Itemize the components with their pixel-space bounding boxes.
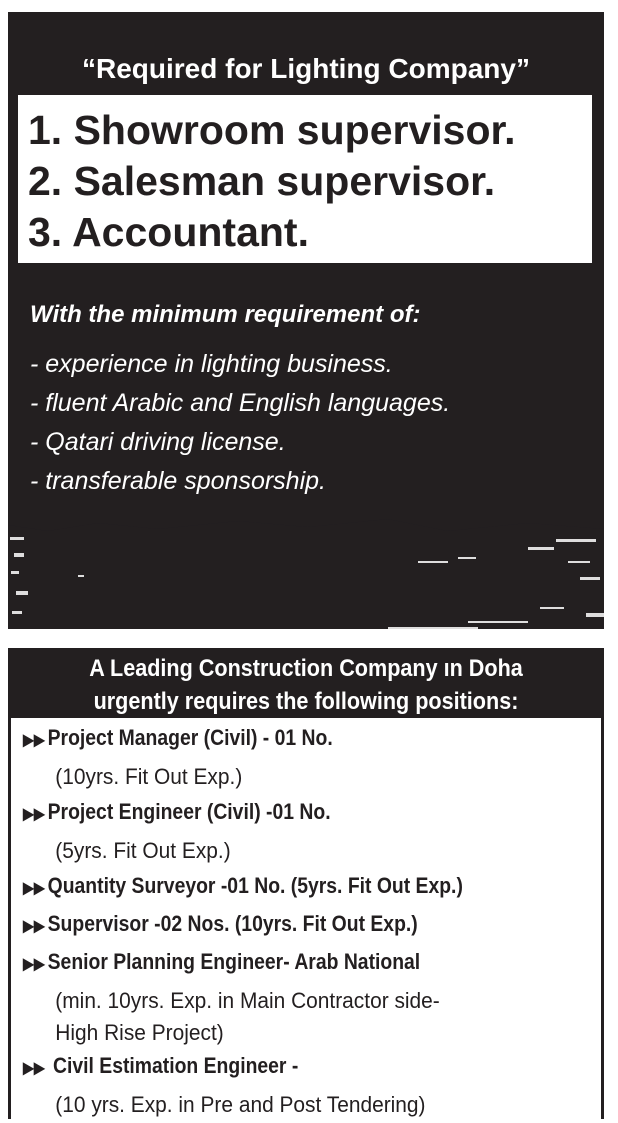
construction-ad-body xyxy=(8,718,604,1119)
job-title: Supervisor -02 Nos. (10yrs. Fit Out Exp.) xyxy=(47,911,418,936)
double-arrow-icon: ▶▶ xyxy=(23,956,45,973)
job-listing xyxy=(23,906,472,945)
job-title-row xyxy=(23,1048,396,1087)
job-title-row xyxy=(23,720,333,759)
requirements-heading: With the minimum requirement of: xyxy=(30,301,421,328)
job-detail: (10yrs. Fit Out Exp.) xyxy=(55,764,243,789)
job-listing xyxy=(23,868,523,907)
job-title: Senior Planning Engineer- Arab National xyxy=(47,949,421,974)
redacted-contact-area xyxy=(8,517,604,629)
lighting-company-ad xyxy=(8,12,604,629)
job-listing xyxy=(23,720,375,795)
job-title: Project Engineer (Civil) -01 No. xyxy=(47,799,331,824)
job-listing xyxy=(23,944,474,1051)
ad-headline: “Required for Lighting Company” xyxy=(82,53,530,84)
positions-list xyxy=(18,95,592,263)
double-arrow-icon: ▶▶ xyxy=(23,880,45,897)
double-arrow-icon: ▶▶ xyxy=(23,1060,45,1077)
job-title-row xyxy=(23,944,420,983)
requirement-item: - experience in lighting business. xyxy=(30,350,393,378)
construction-ad-header xyxy=(8,648,604,718)
position-item: 3. Accountant. xyxy=(28,209,309,255)
job-title: Project Manager (Civil) - 01 No. xyxy=(47,725,333,750)
job-detail: High Rise Project) xyxy=(55,1020,224,1045)
header-line: urgently requires the following positions: xyxy=(93,688,519,715)
job-detail: (5yrs. Fit Out Exp.) xyxy=(55,838,231,863)
requirement-item: - transferable sponsorship. xyxy=(30,467,326,495)
requirements-list xyxy=(30,345,450,501)
double-arrow-icon: ▶▶ xyxy=(23,806,45,823)
position-item: 2. Salesman supervisor. xyxy=(28,158,496,204)
requirement-item: - fluent Arabic and English languages. xyxy=(30,389,451,417)
job-listing xyxy=(23,1048,447,1123)
job-listing xyxy=(23,794,373,869)
double-arrow-icon: ▶▶ xyxy=(23,732,45,749)
header-line: A Leading Construction Company ın Doha xyxy=(89,655,523,682)
requirement-item: - Qatari driving license. xyxy=(30,428,286,456)
job-title-row xyxy=(23,906,418,945)
position-item: 1. Showroom supervisor. xyxy=(28,107,516,153)
job-title-row xyxy=(23,794,331,833)
job-title: Civil Estimation Engineer - xyxy=(47,1053,299,1078)
job-detail: (10 yrs. Exp. in Pre and Post Tendering) xyxy=(55,1092,426,1117)
job-detail: (min. 10yrs. Exp. in Main Contractor side- xyxy=(55,988,440,1013)
job-title-row xyxy=(23,868,463,907)
job-title: Quantity Surveyor -01 No. (5yrs. Fit Out Exp.) xyxy=(47,873,463,898)
double-arrow-icon: ▶▶ xyxy=(23,918,45,935)
